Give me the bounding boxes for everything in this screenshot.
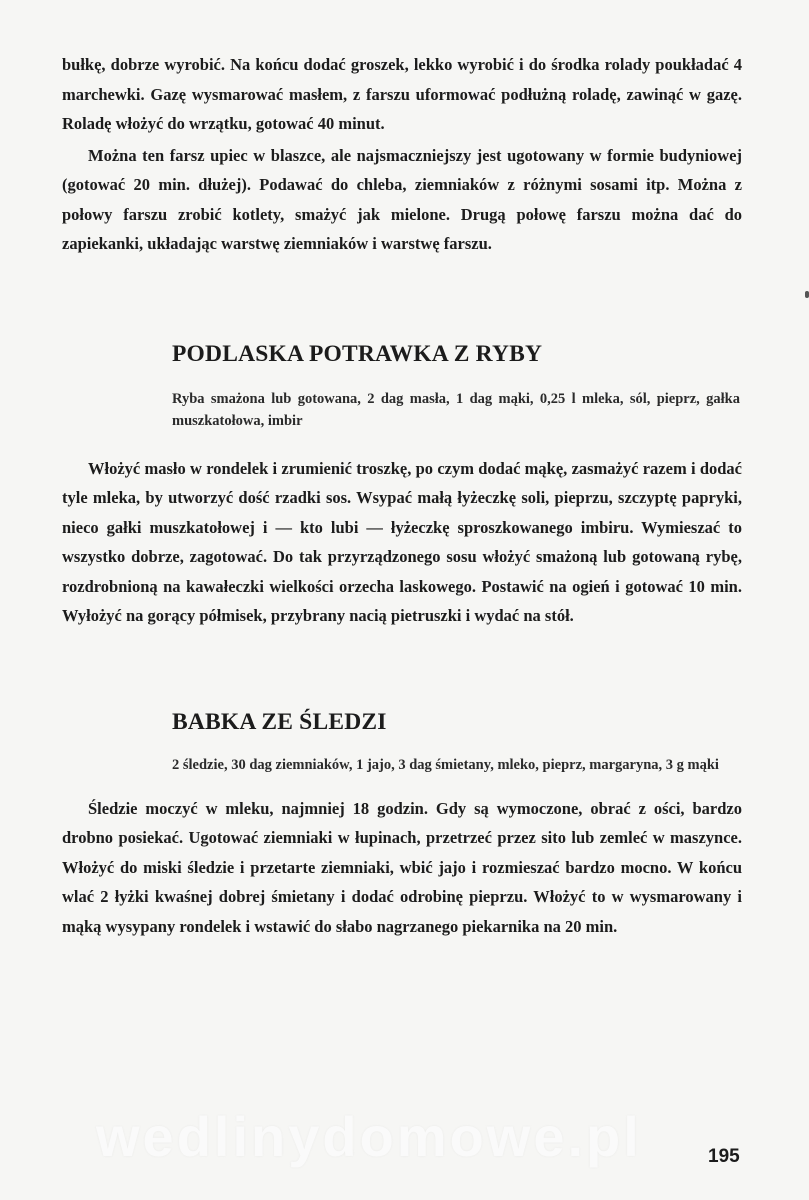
intro-paragraph-1: bułkę, dobrze wyrobić. Na końcu dodać groszek, lekko wyrobić i do środka rolady poukładać 4 marchewki. Gazę wysmarować masłem, z farszu uformować podłużną roladę, zawinąć w gazę. Roladę włożyć do wrzątku, gotować 40 minut. xyxy=(62,55,742,133)
recipe-instructions-babka: Śledzie moczyć w mleku, najmniej 18 godzin. Gdy są wymoczone, obrać z ości, bardzo drobno posiekać. Ugotować ziemniaki w łupinach, przetrzeć przez sito lub zemleć w maszynce. Włożyć do miski śledzie i przetarte ziemniaki, wbić jajo i rozmieszać bardzo mocno. W końcu wlać 2 łyżki kwaśnej dobrej śmietany i dodać odrobinę pieprzu. Włożyć to w wysmarowany i mąką wysypany rondelek i wstawić do słabo nagrzanego piekarnika na 20 min. xyxy=(62,798,742,936)
watermark: wedlinydomowe.pl xyxy=(96,1105,642,1168)
recipe-title-babka: BABKA ZE ŚLEDZI xyxy=(172,708,387,735)
recipe-instructions-podlaska: Włożyć masło w rondelek i zrumienić troszkę, po czym dodać mąkę, zasmażyć razem i dodać tyle mleka, by utworzyć dość rzadki sos. Wsypać małą łyżeczkę soli, pieprzu, szczyptę papryki, nieco gałki muszkatołowej i — kto lubi — łyżeczkę sproszkowanego imbiru. Wymieszać to wszystko dobrze, zagotować. Do tak przyrządzonego sosu włożyć smażoną lub gotowaną rybę, rozdrobnioną na kawałeczki wielkości orzecha laskowego. Postawić na ogień i gotować 10 min. Wyłożyć na gorący półmisek, przybrany nacią pietruszki i wydać na stół. xyxy=(62,458,742,625)
recipe-title-podlaska: PODLASKA POTRAWKA Z RYBY xyxy=(172,340,543,367)
page-number: 195 xyxy=(708,1146,740,1167)
recipe-ingredients-podlaska: Ryba smażona lub gotowana, 2 dag masła, 1 dag mąki, 0,25 l mleka, sól, pieprz, gałka muszkatołowa, imbir xyxy=(172,390,740,429)
scan-speck xyxy=(805,291,809,298)
recipe-ingredients-babka: 2 śledzie, 30 dag ziemniaków, 1 jajo, 3 dag śmietany, mleko, pieprz, margaryna, 3 g mąki xyxy=(172,756,719,773)
intro-paragraph-2: Można ten farsz upiec w blaszce, ale najsmaczniejszy jest ugotowany w formie budyniowej (gotować 20 min. dłużej). Podawać do chleba, ziemniaków z różnymi sosami itp. Można z połowy farszu zrobić kotlety, smażyć jak mielone. Drugą połowę farszu można dać do zapiekanki, układając warstwę ziemniaków i warstwę farszu. xyxy=(62,145,742,253)
book-page xyxy=(62,50,742,941)
